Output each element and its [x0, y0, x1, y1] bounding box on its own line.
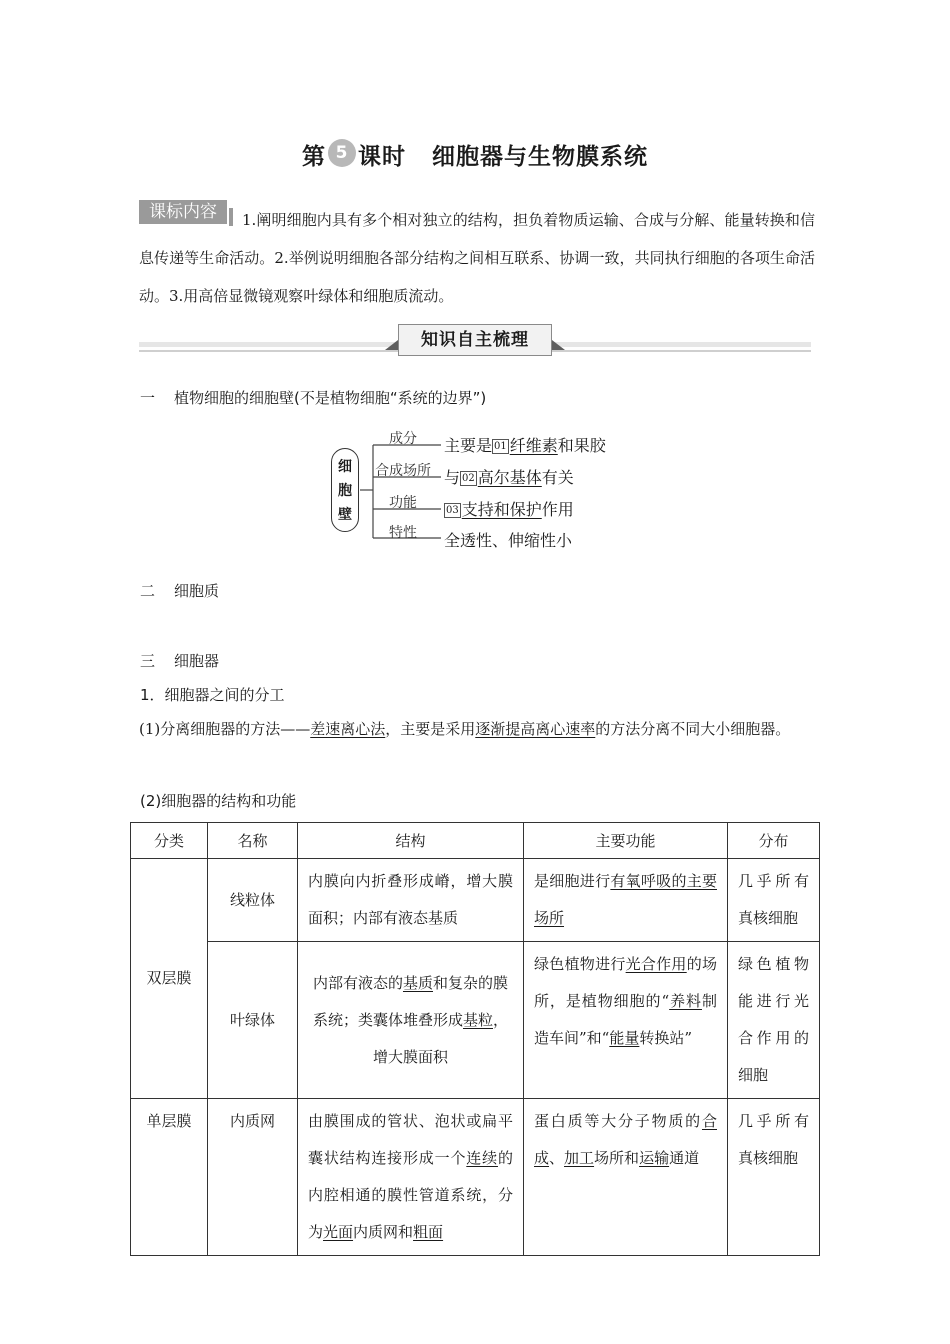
cell-text: 制造车间”和“ [534, 992, 717, 1047]
answer-text: 逐渐提高离心速率 [475, 720, 596, 738]
answer-text: 合成 [534, 1112, 717, 1167]
branch-label: 合成场所 [375, 463, 431, 479]
section-banner: 知识自主梳理 [398, 324, 552, 356]
section-number: 一 [140, 389, 156, 407]
curriculum-tag-bar [229, 208, 233, 226]
curriculum-tag: 课标内容 [139, 200, 227, 224]
organelle-table [130, 822, 820, 1256]
section-title: 植物细胞的细胞壁(不是植物细胞“系统的边界”) [174, 389, 487, 407]
answer-text: 光合作用 [625, 955, 687, 973]
name-cell: 线粒体 [208, 859, 298, 942]
branch-value [444, 433, 606, 456]
root-char: 壁 [338, 507, 352, 523]
structure-cell [298, 1099, 524, 1256]
category-cell: 单层膜 [131, 1099, 208, 1256]
title-prefix: 第 [302, 144, 326, 170]
header-category: 分类 [131, 823, 208, 859]
distribution-cell: 几乎所有真核细胞 [728, 1099, 820, 1256]
answer-text: 粗面 [413, 1223, 444, 1241]
value-text: 和果胶 [557, 436, 606, 455]
distribution-cell: 几乎所有真核细胞 [728, 859, 820, 942]
answer-text: 连续 [466, 1149, 498, 1167]
answer-text: 运输 [639, 1149, 670, 1167]
answer-text: 纤维素 [509, 436, 558, 455]
header-structure: 结构 [298, 823, 524, 859]
answer-text: 基质 [402, 973, 433, 992]
title-name: 细胞器与生物膜系统 [432, 144, 648, 170]
separation-method-paragraph [139, 710, 815, 748]
root-char: 胞 [338, 483, 352, 499]
cell-text: 蛋白质等大分子物质的 [534, 1112, 702, 1130]
distribution-cell: 绿色植物能进行光合作用的细胞 [728, 942, 820, 1099]
para-text: 的方法分离不同大小细胞器。 [595, 720, 791, 738]
value-text: 主要是 [444, 436, 493, 455]
answer-text: 支持和保护 [461, 500, 542, 519]
branch-value [444, 497, 574, 520]
table-row [131, 942, 820, 1099]
subheading-division: 1．细胞器之间的分工 [140, 686, 285, 704]
header-distribution: 分布 [728, 823, 820, 859]
section-heading-2 [140, 580, 219, 601]
cell-text: 由膜围成的管状、泡状或扁平囊状结构连接形成一个 [308, 1112, 513, 1167]
value-text: 作用 [541, 500, 574, 519]
section-title: 细胞器 [174, 652, 220, 670]
section-title: 细胞质 [174, 582, 220, 600]
cell-text: 和复杂的膜系统；类囊体堆叠形成 [312, 973, 509, 1029]
header-function: 主要功能 [524, 823, 728, 859]
cell-text: 场所和 [594, 1149, 640, 1167]
banner-right-corner [552, 340, 565, 350]
title-suffix: 课时 [358, 144, 406, 170]
branch-label: 特性 [389, 525, 417, 541]
cell-text: ，增大膜面积 [372, 1010, 509, 1066]
answer-text: 能量 [609, 1029, 640, 1047]
table-row [131, 1099, 820, 1256]
branch-value [444, 465, 574, 488]
blank-marker: 01 [494, 441, 507, 452]
function-cell [524, 942, 728, 1099]
cell-text: 转换站” [639, 1029, 693, 1047]
blank-marker: 03 [446, 505, 459, 516]
name-cell: 叶绿体 [208, 942, 298, 1099]
section-number: 二 [140, 582, 156, 600]
root-char: 细 [338, 459, 352, 475]
cell-text: 内质网和 [353, 1223, 414, 1241]
branch-label: 成分 [389, 431, 417, 447]
cell-text: 通道 [669, 1149, 700, 1167]
name-cell: 内质网 [208, 1099, 298, 1256]
function-cell [524, 1099, 728, 1256]
value-text: 与 [444, 468, 461, 487]
answer-text: 养料 [669, 992, 702, 1010]
cell-text: 是细胞进行 [534, 872, 611, 890]
cell-text: 的场所，是植物细胞的“ [534, 955, 717, 1010]
para-text: ，主要是采用 [385, 720, 476, 738]
value-text: 全透性、伸缩性小 [444, 531, 573, 550]
answer-text: 高尔基体 [477, 468, 542, 487]
answer-text: 差速离心法 [310, 720, 386, 738]
structure-cell: 内膜向内折叠形成嵴，增大膜面积；内部有液态基质 [298, 859, 524, 942]
table-row [131, 859, 820, 942]
section-heading-3 [140, 650, 219, 671]
subheading-structure-function: (2)细胞器的结构和功能 [140, 792, 297, 810]
cell-text: 绿色植物进行 [534, 955, 626, 973]
section-heading-1 [140, 387, 486, 408]
lesson-number-badge: 5 [328, 139, 356, 167]
answer-text: 有氧呼吸的主要场所 [534, 872, 717, 927]
answer-text: 基粒 [462, 1010, 493, 1029]
cell-text: 的内腔相通的膜性管道系统，分为 [308, 1149, 513, 1241]
lesson-title [0, 138, 950, 171]
answer-text: 光面 [323, 1223, 354, 1241]
category-cell: 双层膜 [131, 859, 208, 1099]
function-cell [524, 859, 728, 942]
para-text: (1)分离细胞器的方法—— [139, 720, 311, 738]
blank-marker: 02 [462, 473, 475, 484]
answer-text: 加工 [564, 1149, 595, 1167]
banner-left-corner [385, 340, 398, 350]
structure-cell [298, 942, 524, 1099]
branch-value [444, 528, 572, 551]
cell-text: 、 [549, 1149, 565, 1167]
branch-label: 功能 [389, 495, 417, 511]
section-number: 三 [140, 652, 156, 670]
curriculum-text: 1.阐明细胞内具有多个相对独立的结构，担负着物质运输、合成与分解、能量转换和信息传递等生命活动。2.举例说明细胞各部分结构之间相互联系、协调一致，共同执行细胞的各项生命活动。3.用高倍显微镜观察叶绿体和细胞质流动。 [139, 211, 815, 305]
cell-text: 内部有液态的 [312, 973, 403, 992]
table-header-row [131, 823, 820, 859]
value-text: 有关 [541, 468, 574, 487]
header-name: 名称 [208, 823, 298, 859]
